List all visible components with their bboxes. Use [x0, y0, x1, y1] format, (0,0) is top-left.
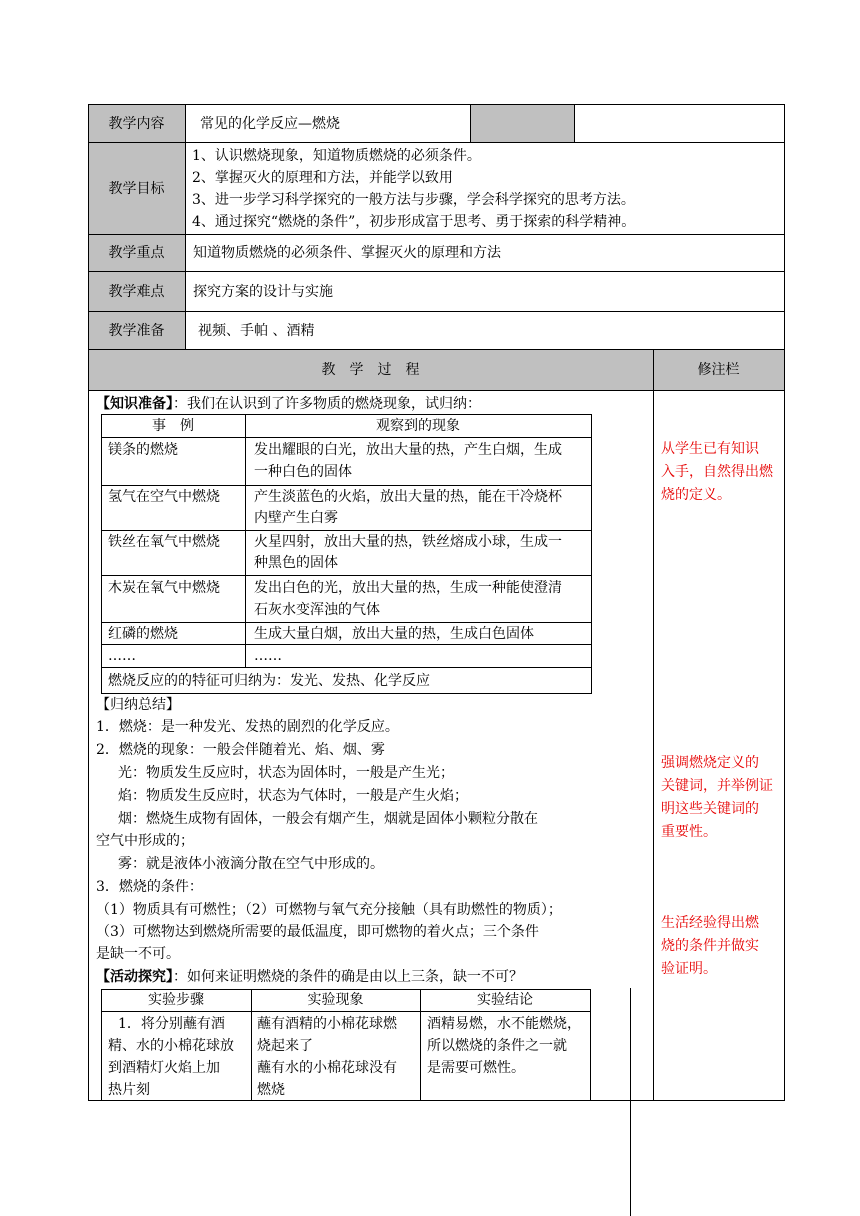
phenomenon-line: 产生淡蓝色的火焰，放出大量的热，能在干冷烧杯 [254, 489, 562, 505]
goal-line: 2、掌握灭火的原理和方法，并能学以致用 [192, 170, 453, 186]
summary-line: 3．燃烧的条件： [96, 879, 203, 895]
col-phenomenon-header: 观察到的现象 [376, 418, 460, 434]
notes-label: 修注栏 [697, 362, 740, 378]
conclusion-line: 所以燃烧的条件之一就 [427, 1038, 567, 1054]
examples-table-hline [101, 667, 592, 668]
label-column-divider [185, 104, 186, 350]
activity-phenomenon-line: 蘸有酒精的小棉花球燃 [257, 1016, 397, 1032]
example-name: …… [108, 648, 136, 664]
activity-phenomenon-line: 蘸有水的小棉花球没有 [257, 1060, 397, 1076]
table-hline [88, 349, 785, 350]
example-name: 氢气在空气中燃烧 [108, 489, 220, 505]
goal-line: 4、通过探究“燃烧的条件”，初步形成富于思考、勇于探索的科学精神。 [192, 214, 636, 230]
conclusion-line: 酒精易燃，水不能燃烧， [427, 1016, 581, 1032]
phenomenon-line: 种黑色的固体 [254, 555, 338, 571]
examples-table-right [591, 414, 592, 693]
teacher-note: 明这些关键词的 [661, 801, 759, 817]
activity-text: ：如何来证明燃烧的条件的确是由以上三条，缺一不可？ [173, 969, 523, 985]
col-conclusion-header: 实验结论 [477, 992, 533, 1008]
summary-line: 是缺一不可。 [96, 946, 180, 962]
step-line: 热片刻 [108, 1082, 150, 1098]
table-border-bottom [88, 1100, 785, 1101]
activity-phenomenon-line: 烧起来了 [257, 1038, 313, 1054]
teacher-note: 验证明。 [661, 961, 717, 977]
table-hline [88, 390, 785, 391]
teacher-note: 从学生已有知识 [661, 441, 759, 457]
table-border-right [784, 104, 785, 1101]
goal-line: 3、进一步学习科学探究的一般方法与步骤，学会科学探究的思考方法。 [192, 192, 635, 208]
step-line: 精、水的小棉花球放 [108, 1038, 234, 1054]
example-name: 铁丝在氧气中燃烧 [108, 534, 220, 550]
phenomenon-line: 火星四射，放出大量的热，铁丝熔成小球，生成一 [254, 534, 562, 550]
summary-line: 2．燃烧的现象：一般会伴随着光、焰、烟、雾 [96, 742, 385, 758]
summary-heading: 【归纳总结】 [96, 697, 180, 713]
example-name: 镁条的燃烧 [108, 442, 178, 458]
prep-value: 视频、手帕 、酒精 [198, 323, 315, 339]
summary-line: 焰：物质发生反应时，状态为气体时，一般是产生火焰； [118, 788, 468, 804]
content-label: 教学内容 [108, 116, 165, 132]
knowledge-prep-intro [96, 393, 481, 415]
phenomenon-line: 一种白色的固体 [254, 464, 352, 480]
key-label: 教学重点 [108, 245, 165, 261]
content-row-divider [470, 104, 471, 142]
examples-table-hline [101, 437, 592, 438]
summary-line: 光：物质发生反应时，状态为固体时，一般是产生光； [118, 765, 454, 781]
knowledge-prep-text: ：我们在认识到了许多物质的燃烧现象，试归纳： [173, 396, 481, 412]
phenomenon-line: 石灰水变浑浊的气体 [254, 602, 380, 618]
stray-vertical-line [630, 988, 631, 1216]
phenomenon-line: 发出耀眼的白光，放出大量的热，产生白烟，生成 [254, 442, 562, 458]
activity-table-hline [101, 1011, 591, 1012]
difficulty-label: 教学难点 [108, 284, 165, 300]
summary-line: 雾：就是液体小液滴分散在空气中形成的。 [118, 856, 384, 872]
process-label: 教 学 过 程 [321, 362, 420, 378]
activity-bracket: 【活动探究】 [96, 969, 173, 985]
knowledge-prep-bracket: 【知识准备】 [96, 396, 173, 412]
teacher-note: 关键词，并举例证 [661, 778, 773, 794]
teacher-note: 烧的定义。 [661, 487, 731, 503]
teacher-note: 强调燃烧定义的 [661, 755, 759, 771]
example-name: 木炭在氧气中燃烧 [108, 580, 220, 596]
prep-label: 教学准备 [108, 323, 165, 339]
examples-table-left [101, 414, 102, 693]
step-line: 1．将分别蘸有酒 [118, 1016, 225, 1032]
goals-label: 教学目标 [108, 181, 165, 197]
col-example-header: 事 例 [152, 418, 194, 434]
difficulty-value: 探究方案的设计与实施 [193, 284, 333, 300]
key-value: 知道物质燃烧的必须条件、掌握灭火的原理和方法 [193, 245, 501, 261]
summary-line: 空气中形成的； [96, 833, 194, 849]
summary-line: 1．燃烧：是一种发光、发热的剧烈的化学反应。 [96, 719, 399, 735]
step-line: 到酒精灯火焰上加 [108, 1060, 220, 1076]
activity-table-right [590, 989, 591, 1100]
teacher-note: 烧的条件并做实 [661, 938, 759, 954]
conclusion-line: 是需要可燃性。 [427, 1060, 525, 1076]
table-hline [88, 142, 785, 143]
activity-intro [96, 966, 523, 988]
summary-line: 烟：燃烧生成物有固体，一般会有烟产生，烟就是固体小颗粒分散在 [118, 811, 538, 827]
teacher-note: 生活经验得出燃 [661, 915, 759, 931]
table-hline [88, 311, 785, 312]
examples-table-divider [245, 414, 246, 667]
phenomenon-line: 生成大量白烟，放出大量的热，生成白色固体 [254, 626, 534, 642]
content-row-divider [574, 104, 575, 142]
feature-summary-row: 燃烧反应的的特征可归纳为：发光、发热、化学反应 [108, 673, 430, 689]
notes-column-divider [653, 349, 654, 1100]
phenomenon-line: …… [254, 648, 282, 664]
activity-phenomenon-line: 燃烧 [257, 1082, 285, 1098]
summary-line: （1）物质具有可燃性；（2）可燃物与氧气充分接触（具有助燃性的物质）； [96, 902, 562, 918]
table-hline [88, 234, 785, 235]
examples-table-hline [101, 575, 592, 576]
table-hline [88, 271, 785, 272]
col-step-header: 实验步骤 [148, 992, 204, 1008]
blank-gray-cell [470, 105, 574, 143]
table-border-top [88, 104, 785, 105]
content-value: 常见的化学反应—燃烧 [200, 116, 340, 132]
goal-line: 1、认识燃烧现象，知道物质燃烧的必须条件。 [192, 148, 481, 164]
teacher-note: 入手，自然得出燃 [661, 464, 773, 480]
summary-line: （3）可燃物达到燃烧所需要的最低温度，即可燃物的着火点；三个条件 [96, 924, 539, 940]
teacher-note: 重要性。 [661, 824, 717, 840]
col-phenomenon-header: 实验现象 [307, 992, 364, 1008]
phenomenon-line: 内壁产生白雾 [254, 510, 338, 526]
example-name: 红磷的燃烧 [108, 626, 178, 642]
phenomenon-line: 发出白色的光，放出大量的热，生成一种能使澄清 [254, 580, 562, 596]
